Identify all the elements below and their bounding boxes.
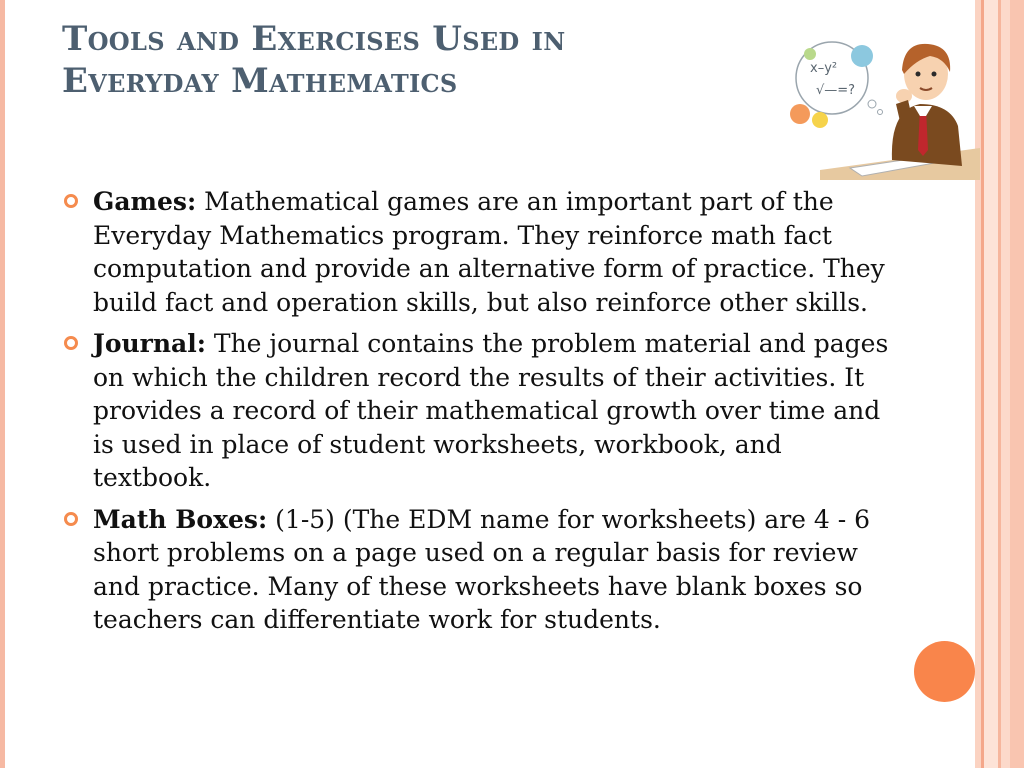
right-decorative-stripes [975,0,1024,768]
title-line-1: Tools and Exercises Used in [62,19,566,59]
bubble-text-2: √—=? [816,83,856,98]
thought-bubble [790,42,883,128]
boy-figure [892,44,962,166]
item-term: Games: [93,187,197,216]
decorative-orange-circle [914,641,975,702]
left-border-strip [0,0,5,768]
list-item-math-boxes [62,503,892,637]
slide-title [62,18,762,102]
item-description: The journal contains the problem material and pages on which the children record the results of their activities. It provides a record of their mathematical growth over time and is used in place of student worksheets, workbook, and textbook. [93,329,889,492]
bullet-list [62,185,892,645]
item-text [93,327,892,495]
item-term: Journal: [93,329,206,358]
title-line-2: Everyday Mathematics [62,61,458,101]
bullet-circle-icon [64,512,78,526]
thinking-boy-clipart [780,30,980,180]
item-text [93,185,892,319]
bullet-circle-icon [64,194,78,208]
item-text [93,503,892,637]
bullet-circle-icon [64,336,78,350]
item-term: Math Boxes: [93,504,268,534]
item-description: (1-5) (The EDM name for worksheets) are 4 - 6 short problems on a page used on a regular basis for review and practice. Many of these worksheets have blank boxes so teachers can differentiate work for students. [93,504,871,634]
item-description: Mathematical games are an important part of the Everyday Mathematics program. They reinforce math fact computation and provide an alternative form of practice. They build fact and operation skills, but also reinforce other skills. [93,187,885,317]
list-item-journal [62,327,892,495]
bubble-text-1: x–y² [810,61,838,76]
list-item-games [62,185,892,319]
